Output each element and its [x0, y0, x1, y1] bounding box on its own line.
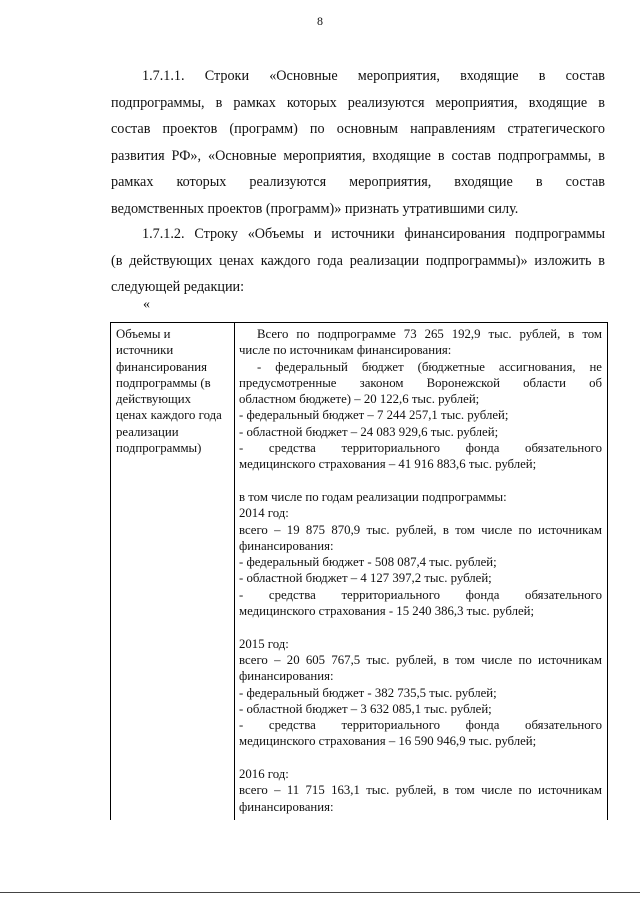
text-line: ведомственных проектов (программ)» признать утратившими силу. [111, 200, 519, 217]
table-content-line: медицинского страхования - 15 240 386,3 тыс. рублей; [239, 604, 535, 619]
table-content-line: предусмотренные законом Воронежской области об [239, 375, 602, 390]
table-label-line: ценах каждого года [116, 408, 222, 423]
opening-quote: « [143, 297, 150, 312]
table-label-line: финансирования [116, 359, 207, 374]
table-label-line: Объемы и [116, 327, 171, 341]
table-content-line: - федеральный бюджет - 382 735,5 тыс. рублей; [239, 685, 497, 700]
text-line: состав проектов (программ) по основным направлениям стратегического [111, 121, 605, 137]
text-line: следующей редакции: [111, 279, 245, 295]
table-content-line: финансирования: [239, 799, 334, 814]
table-content-line: финансирования: [239, 669, 334, 684]
table-label-cell [111, 323, 235, 820]
table-content-cell [235, 323, 607, 815]
table-content-line: 2015 год: [239, 636, 289, 651]
table-content-line: областном бюджете) – 20 122,6 тыс. рублей; [239, 392, 480, 407]
table-content-line: всего – 20 605 767,5 тыс. рублей, в том числе по источникам [239, 652, 602, 667]
blank-line [239, 619, 602, 635]
table-content-line: 2014 год: [239, 506, 289, 521]
table-content-line: - федеральный бюджет - 508 087,4 тыс. рублей; [239, 555, 497, 570]
text-line: развития РФ», «Основные мероприятия, входящие в состав подпрограммы, в [111, 147, 605, 164]
table-content-line: - средства территориального фонда обязательного [239, 718, 602, 733]
table-content-line: - областной бюджет – 24 083 929,6 тыс. рублей; [239, 424, 499, 439]
paragraph-1-7-1-2 [111, 221, 605, 301]
text-line: подпрограммы, в рамках которых реализуются мероприятия, входящие в [111, 94, 605, 111]
table-content-line: - федеральный бюджет (бюджетные ассигнования, не [257, 359, 602, 374]
paragraph-1-7-1-1 [111, 63, 605, 222]
table-label-line: подпрограммы (в [116, 375, 211, 390]
table-content-line: медицинского страхования – 16 590 946,9 тыс. рублей; [239, 734, 537, 749]
table-content-line: - областной бюджет – 3 632 085,1 тыс. рублей; [239, 701, 492, 716]
financing-table [110, 322, 608, 820]
text-line: рамках которых реализуются мероприятия, входящие в состав [111, 174, 605, 190]
blank-line [239, 473, 602, 489]
text-line: 1.7.1.1. Строки «Основные мероприятия, входящие в состав [142, 68, 605, 84]
page-number: 8 [317, 14, 323, 28]
text-line: 1.7.1.2. Строку «Объемы и источники финансирования подпрограммы [142, 226, 605, 242]
table-content-line: - областной бюджет – 4 127 397,2 тыс. рублей; [239, 571, 492, 586]
table-content-line: числе по источникам финансирования: [239, 343, 452, 358]
table-content-line: Всего по подпрограмме 73 265 192,9 тыс. рублей, в том [257, 327, 602, 341]
table-content-line: в том числе по годам реализации подпрограммы: [239, 489, 507, 504]
table-content-line: финансирования: [239, 538, 334, 553]
text-line: (в действующих ценах каждого года реализации подпрограммы)» изложить в [111, 252, 605, 269]
table-label-line: источники [116, 343, 174, 358]
table-content-line: медицинского страхования – 41 916 883,6 тыс. рублей; [239, 457, 537, 472]
page-bottom-rule [0, 892, 640, 893]
table-content-line: - средства территориального фонда обязательного [239, 587, 602, 602]
table-label-line: реализации [116, 424, 179, 439]
table-label-line: действующих [116, 392, 191, 407]
table-content-line: - средства территориального фонда обязательного [239, 441, 602, 456]
table-content-line: всего – 19 875 870,9 тыс. рублей, в том числе по источникам [239, 522, 602, 537]
table-content-line: всего – 11 715 163,1 тыс. рублей, в том числе по источникам [239, 783, 602, 798]
table-content-line: 2016 год: [239, 767, 289, 782]
table-label-line: подпрограммы) [116, 441, 202, 456]
blank-line [239, 750, 602, 766]
table-content-line: - федеральный бюджет – 7 244 257,1 тыс. рублей; [239, 408, 509, 423]
